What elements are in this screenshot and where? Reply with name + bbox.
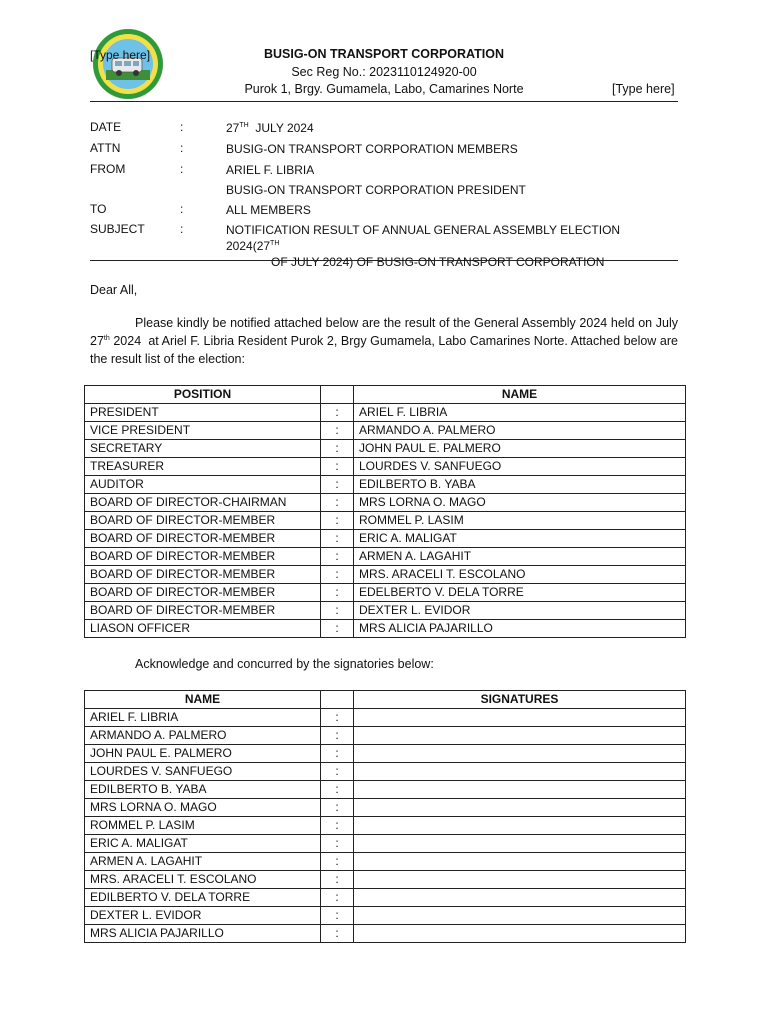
column-header-name: NAME bbox=[85, 691, 321, 709]
position-cell: BOARD OF DIRECTOR-MEMBER bbox=[85, 512, 321, 530]
company-address: Purok 1, Brgy. Gumamela, Labo, Camarines Norte bbox=[244, 82, 524, 96]
signatures-table bbox=[84, 690, 686, 943]
separator-cell: : bbox=[321, 530, 354, 548]
separator-cell: : bbox=[321, 763, 354, 781]
name-cell: LOURDES V. SANFUEGO bbox=[354, 458, 686, 476]
column-header-name: NAME bbox=[354, 386, 686, 404]
name-cell: EDILBERTO B. YABA bbox=[354, 476, 686, 494]
separator-cell: : bbox=[321, 584, 354, 602]
signature-cell[interactable] bbox=[354, 835, 686, 853]
table-row bbox=[85, 476, 686, 494]
separator-cell: : bbox=[321, 458, 354, 476]
position-cell: BOARD OF DIRECTOR-CHAIRMAN bbox=[85, 494, 321, 512]
position-cell: VICE PRESIDENT bbox=[85, 422, 321, 440]
separator-cell: : bbox=[321, 512, 354, 530]
signature-cell[interactable] bbox=[354, 781, 686, 799]
separator-cell: : bbox=[321, 907, 354, 925]
table-header-row bbox=[85, 691, 686, 709]
signature-cell[interactable] bbox=[354, 709, 686, 727]
memo-colon: : bbox=[180, 141, 184, 155]
signature-cell[interactable] bbox=[354, 817, 686, 835]
position-cell: PRESIDENT bbox=[85, 404, 321, 422]
table-row bbox=[85, 871, 686, 889]
table-row bbox=[85, 512, 686, 530]
name-cell: EDILBERTO B. YABA bbox=[85, 781, 321, 799]
memo-to-row bbox=[90, 202, 680, 222]
table-row bbox=[85, 458, 686, 476]
column-header-signatures: SIGNATURES bbox=[354, 691, 686, 709]
table-row bbox=[85, 727, 686, 745]
position-cell: BOARD OF DIRECTOR-MEMBER bbox=[85, 548, 321, 566]
memo-subject-label: SUBJECT bbox=[90, 222, 145, 236]
table-row bbox=[85, 602, 686, 620]
signature-cell[interactable] bbox=[354, 763, 686, 781]
separator-cell: : bbox=[321, 799, 354, 817]
name-cell: DEXTER L. EVIDOR bbox=[85, 907, 321, 925]
signature-cell[interactable] bbox=[354, 727, 686, 745]
table-row bbox=[85, 584, 686, 602]
signature-cell[interactable] bbox=[354, 853, 686, 871]
table-row bbox=[85, 817, 686, 835]
name-cell: JOHN PAUL E. PALMERO bbox=[85, 745, 321, 763]
signature-cell[interactable] bbox=[354, 925, 686, 943]
memo-to-value: ALL MEMBERS bbox=[226, 203, 311, 217]
separator-cell: : bbox=[321, 709, 354, 727]
position-cell: BOARD OF DIRECTOR-MEMBER bbox=[85, 566, 321, 584]
separator-cell: : bbox=[321, 620, 354, 638]
separator-cell: : bbox=[321, 727, 354, 745]
separator-cell: : bbox=[321, 602, 354, 620]
name-cell: MRS ALICIA PAJARILLO bbox=[354, 620, 686, 638]
signature-cell[interactable] bbox=[354, 907, 686, 925]
name-cell: ARMEN A. LAGAHIT bbox=[354, 548, 686, 566]
name-cell: ARMEN A. LAGAHIT bbox=[85, 853, 321, 871]
name-cell: EDILBERTO V. DELA TORRE bbox=[85, 889, 321, 907]
column-header-separator bbox=[321, 386, 354, 404]
memo-attn-label: ATTN bbox=[90, 141, 121, 155]
position-cell: BOARD OF DIRECTOR-MEMBER bbox=[85, 584, 321, 602]
table-row bbox=[85, 853, 686, 871]
memo-subject-value: NOTIFICATION RESULT OF ANNUAL GENERAL ASSEMBLY ELECTION 2024(27TH OF JULY 2024) OF BUSIG-ON TRANSPORT CORPORATION bbox=[226, 223, 621, 269]
position-cell: BOARD OF DIRECTOR-MEMBER bbox=[85, 530, 321, 548]
election-results-table bbox=[84, 385, 686, 638]
name-cell: MRS. ARACELI T. ESCOLANO bbox=[85, 871, 321, 889]
table-row bbox=[85, 781, 686, 799]
signature-cell[interactable] bbox=[354, 889, 686, 907]
memo-from-value: ARIEL F. LIBRIA bbox=[226, 163, 315, 177]
name-cell: ROMMEL P. LASIM bbox=[85, 817, 321, 835]
name-cell: ROMMEL P. LASIM bbox=[354, 512, 686, 530]
position-cell: TREASURER bbox=[85, 458, 321, 476]
letter-greeting: Dear All, bbox=[90, 283, 138, 297]
name-cell: EDELBERTO V. DELA TORRE bbox=[354, 584, 686, 602]
separator-cell: : bbox=[321, 566, 354, 584]
name-cell: MRS. ARACELI T. ESCOLANO bbox=[354, 566, 686, 584]
header-placeholder-right: [Type here] bbox=[612, 82, 675, 96]
memo-date-value: 27TH JULY 2024 bbox=[226, 121, 314, 135]
company-logo bbox=[92, 28, 164, 100]
memo-from-title: BUSIG-ON TRANSPORT CORPORATION PRESIDENT bbox=[226, 183, 526, 197]
memo-colon: : bbox=[180, 162, 184, 176]
memo-attn-row bbox=[90, 141, 680, 161]
header-placeholder-left: [Type here] bbox=[90, 48, 151, 62]
memo-from-row bbox=[90, 162, 680, 182]
memo-from-title-row bbox=[90, 182, 680, 202]
name-cell: MRS LORNA O. MAGO bbox=[85, 799, 321, 817]
separator-cell: : bbox=[321, 745, 354, 763]
name-cell: ARMANDO A. PALMERO bbox=[85, 727, 321, 745]
table-row bbox=[85, 566, 686, 584]
table-row bbox=[85, 925, 686, 943]
table-row bbox=[85, 494, 686, 512]
memo-subject-row bbox=[90, 222, 680, 269]
name-cell: ERIC A. MALIGAT bbox=[85, 835, 321, 853]
position-cell: LIASON OFFICER bbox=[85, 620, 321, 638]
table-row bbox=[85, 440, 686, 458]
memo-divider bbox=[90, 260, 678, 261]
header-divider bbox=[90, 101, 678, 102]
table-row bbox=[85, 548, 686, 566]
table-row bbox=[85, 404, 686, 422]
separator-cell: : bbox=[321, 548, 354, 566]
separator-cell: : bbox=[321, 476, 354, 494]
acknowledge-text: Acknowledge and concurred by the signatories below: bbox=[135, 657, 434, 671]
separator-cell: : bbox=[321, 422, 354, 440]
name-cell: ARIEL F. LIBRIA bbox=[354, 404, 686, 422]
table-row bbox=[85, 763, 686, 781]
separator-cell: : bbox=[321, 817, 354, 835]
memo-from-label: FROM bbox=[90, 162, 126, 176]
position-cell: AUDITOR bbox=[85, 476, 321, 494]
signature-cell[interactable] bbox=[354, 871, 686, 889]
memo-colon: : bbox=[180, 222, 184, 236]
table-header-row bbox=[85, 386, 686, 404]
name-cell: MRS ALICIA PAJARILLO bbox=[85, 925, 321, 943]
name-cell: JOHN PAUL E. PALMERO bbox=[354, 440, 686, 458]
separator-cell: : bbox=[321, 404, 354, 422]
separator-cell: : bbox=[321, 853, 354, 871]
table-row bbox=[85, 530, 686, 548]
table-row bbox=[85, 907, 686, 925]
memo-to-label: TO bbox=[90, 202, 107, 216]
separator-cell: : bbox=[321, 835, 354, 853]
separator-cell: : bbox=[321, 440, 354, 458]
memo-date-row bbox=[90, 120, 680, 140]
separator-cell: : bbox=[321, 781, 354, 799]
column-header-position: POSITION bbox=[85, 386, 321, 404]
separator-cell: : bbox=[321, 889, 354, 907]
table-row bbox=[85, 889, 686, 907]
separator-cell: : bbox=[321, 871, 354, 889]
table-row bbox=[85, 620, 686, 638]
name-cell: ARMANDO A. PALMERO bbox=[354, 422, 686, 440]
table-row bbox=[85, 709, 686, 727]
signature-cell[interactable] bbox=[354, 745, 686, 763]
position-cell: SECRETARY bbox=[85, 440, 321, 458]
memo-attn-value: BUSIG-ON TRANSPORT CORPORATION MEMBERS bbox=[226, 142, 518, 156]
name-cell: ERIC A. MALIGAT bbox=[354, 530, 686, 548]
table-row bbox=[85, 799, 686, 817]
letter-paragraph: Please kindly be notified attached below are the result of the General Assembly 2024 held on July 27th 2024 at Ariel F. Libria Resident Purok 2, Brgy Gumamela, Labo Camarines Norte. Attached below are the result list of the election: bbox=[90, 316, 682, 366]
memo-colon: : bbox=[180, 120, 184, 134]
column-header-separator bbox=[321, 691, 354, 709]
memo-colon: : bbox=[180, 202, 184, 216]
separator-cell: : bbox=[321, 925, 354, 943]
name-cell: LOURDES V. SANFUEGO bbox=[85, 763, 321, 781]
company-name: BUSIG-ON TRANSPORT CORPORATION bbox=[263, 47, 505, 61]
name-cell: ARIEL F. LIBRIA bbox=[85, 709, 321, 727]
position-cell: BOARD OF DIRECTOR-MEMBER bbox=[85, 602, 321, 620]
name-cell: MRS LORNA O. MAGO bbox=[354, 494, 686, 512]
separator-cell: : bbox=[321, 494, 354, 512]
sec-reg-number: Sec Reg No.: 2023110124920-00 bbox=[291, 65, 477, 79]
table-row bbox=[85, 745, 686, 763]
signature-cell[interactable] bbox=[354, 799, 686, 817]
table-row bbox=[85, 422, 686, 440]
memo-date-label: DATE bbox=[90, 120, 122, 134]
table-row bbox=[85, 835, 686, 853]
name-cell: DEXTER L. EVIDOR bbox=[354, 602, 686, 620]
